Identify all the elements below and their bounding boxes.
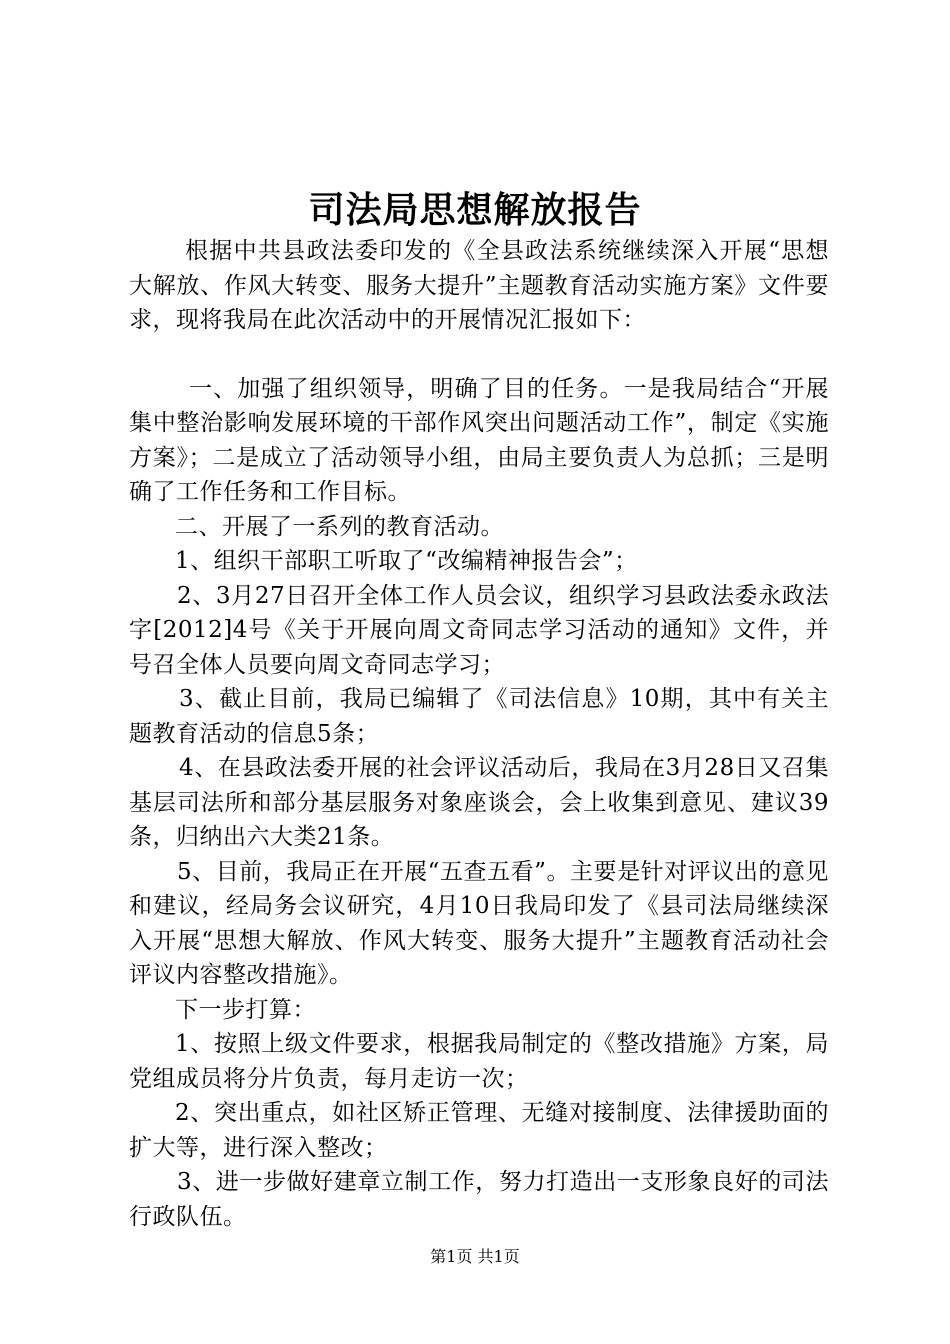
document-body	[129, 234, 829, 1234]
document-title: 司法局思想解放报告	[308, 189, 642, 231]
paragraph-item-4: 4、在县政法委开展的社会评议活动后，我局在3月28日又召集基层司法所和部分基层服务对象座谈会，会上收集到意见、建议39条，归纳出六大类21条。	[129, 755, 829, 850]
paragraph-item-2: 2、3月27日召开全体工作人员会议，组织学习县政法委永政法字[2012]4号《关于开展向周文奇同志学习活动的通知》文件，并号召全体人员要向周文奇同志学习；	[129, 582, 829, 678]
paragraph-section-1: 一、加强了组织领导，明确了目的任务。一是我局结合“开展集中整治影响发展环境的干部作风突出问题活动工作”，制定《实施方案》；二是成立了活动领导小组，由局主要负责人为总抓；三是明确了工作任务和工作目标。	[129, 375, 829, 505]
paragraph-next-steps: 下一步打算：	[175, 996, 316, 1023]
paragraph-plan-1: 1、按照上级文件要求，根据我局制定的《整改措施》方案，局党组成员将分片负责，每月走访一次；	[129, 1031, 829, 1092]
paragraph-item-3: 3、截止目前，我局已编辑了《司法信息》10期，其中有关主题教育活动的信息5条；	[129, 686, 829, 747]
paragraph-plan-3: 3、进一步做好建章立制工作，努力打造出一支形象良好的司法行政队伍。	[129, 1169, 829, 1230]
page-footer: 第1页 共1页	[430, 1247, 520, 1266]
paragraph-intro: 根据中共县政法委印发的《全县政法系统继续深入开展“思想大解放、作风大转变、服务大提升”主题教育活动实施方案》文件要求，现将我局在此次活动中的开展情况汇报如下：	[129, 238, 829, 333]
paragraph-section-2: 二、开展了一系列的教育活动。	[175, 513, 504, 540]
paragraph-gap	[129, 338, 829, 372]
paragraph-item-5: 5、目前，我局正在开展“五查五看”。主要是针对评议出的意见和建议，经局务会议研究，4月10日我局印发了《县司法局继续深入开展“思想大解放、作风大转变、服务大提升”主题教育活动社会评议内容整改措施》。	[129, 858, 829, 988]
paragraph-item-1: 1、组织干部职工听取了“改编精神报告会”；	[175, 548, 638, 574]
paragraph-plan-2: 2、突出重点，如社区矫正管理、无缝对接制度、法律援助面的扩大等，进行深入整改；	[129, 1100, 829, 1161]
